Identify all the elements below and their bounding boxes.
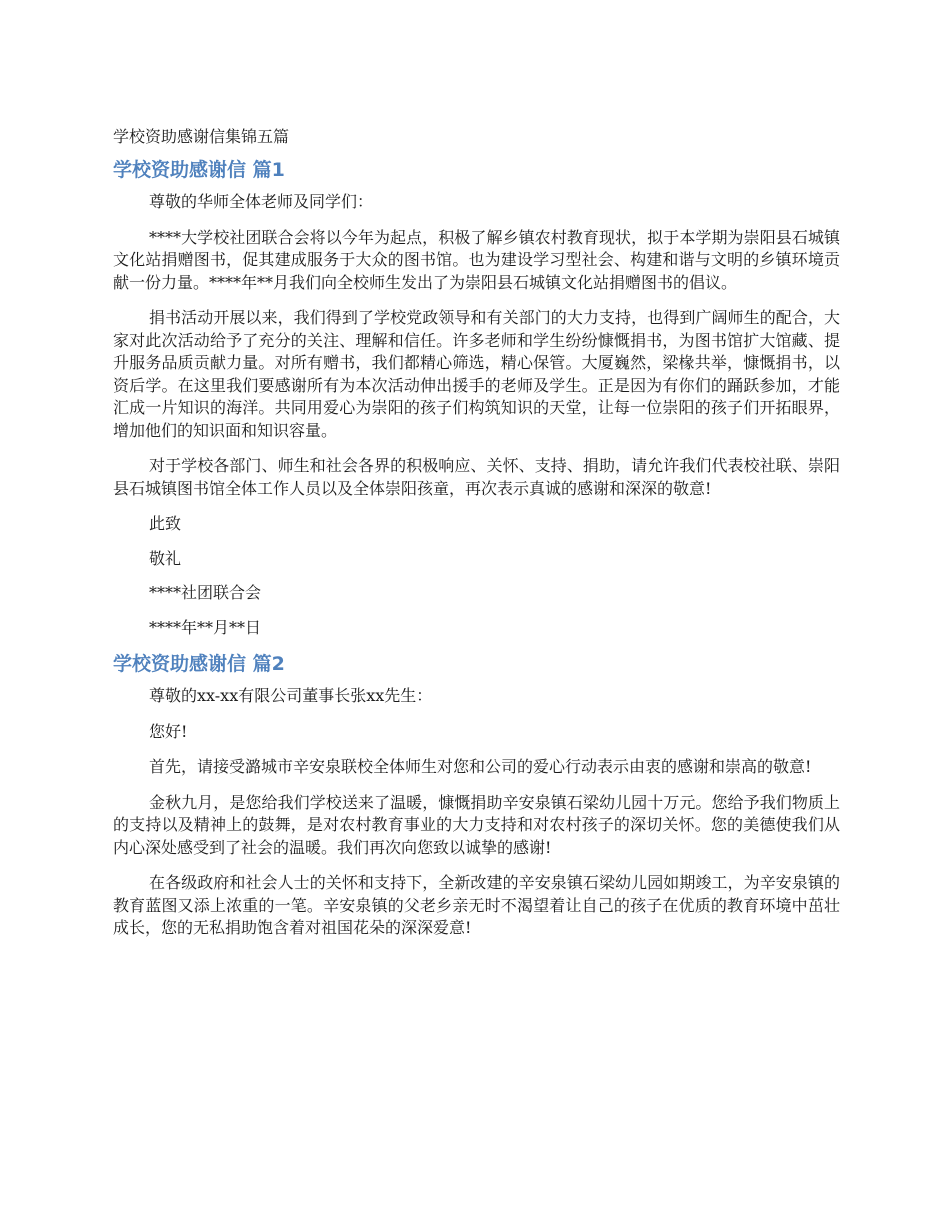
section-1 xyxy=(113,157,840,639)
paragraph: 金秋九月，是您给我们学校送来了温暖，慷慨捐助辛安泉镇石梁幼儿园十万元。您给予我们物质上的支持以及精神上的鼓舞，是对农村教育事业的大力支持和对农村孩子的深切关怀。您的美德使我们从内心深处感受到了社会的温暖。我们再次向您致以诚挚的感谢! xyxy=(113,792,840,857)
signature-line: ****社团联合会 xyxy=(149,583,262,602)
paragraph: 尊敬的华师全体老师及同学们： xyxy=(149,192,374,211)
section-heading: 学校资助感谢信 篇1 xyxy=(113,159,285,181)
paragraph: 对于学校各部门、师生和社会各界的积极响应、关怀、支持、捐助，请允许我们代表校社联、崇阳县石城镇图书馆全体工作人员以及全体崇阳孩童，再次表示真诚的感谢和深深的敬意! xyxy=(113,456,840,498)
closing-line: 此致 xyxy=(149,514,182,533)
section-2 xyxy=(113,651,840,940)
paragraph: 您好! xyxy=(149,721,188,741)
closing-line: 敬礼 xyxy=(149,548,182,568)
document-title: 学校资助感谢信集锦五篇 xyxy=(113,127,290,146)
paragraph: 首先，请接受潞城市辛安泉联校全体师生对您和公司的爱心行动表示由衷的感谢和崇高的敬意! xyxy=(149,757,812,776)
paragraph: 捐书活动开展以来，我们得到了学校党政领导和有关部门的大力支持，也得到广阔师生的配合，大家对此次活动给予了充分的关注、理解和信任。许多老师和学生纷纷慷慨捐书，为图书馆扩大馆藏、提升服务品质贡献力量。对所有赠书，我们都精心筛选，精心保管。大厦巍然，梁椽共举，慷慨捐书，以资后学。在这里我们要感谢所有为本次活动伸出援手的老师及学生。正是因为有你们的踊跃参加，才能汇成一片知识的海洋。共同用爱心为崇阳的孩子们构筑知识的天堂，让每一位崇阳的孩子们开拓眼界，增加他们的知识面和知识容量。 xyxy=(113,308,840,440)
paragraph: 尊敬的xx-xx有限公司董事长张xx先生： xyxy=(149,686,433,705)
section-heading: 学校资助感谢信 篇2 xyxy=(113,653,285,675)
paragraph: ****大学校社团联合会将以今年为起点，积极了解乡镇农村教育现状，拟于本学期为崇阳县石城镇文化站捐赠图书，促其建成服务于大众的图书馆。也为建设学习型社会、构建和谐与文明的乡镇环境贡献一份力量。****年**月我们向全校师生发出了为崇阳县石城镇文化站捐赠图书的倡议。 xyxy=(113,227,840,292)
paragraph: 在各级政府和社会人士的关怀和支持下，全新改建的辛安泉镇石梁幼儿园如期竣工，为辛安泉镇的教育蓝图又添上浓重的一笔。辛安泉镇的父老乡亲无时不渴望着让自己的孩子在优质的教育环境中茁壮成长，您的无私捐助饱含着对祖国花朵的深深爱意! xyxy=(113,873,840,937)
document-page xyxy=(113,112,840,953)
date-line: ****年**月**日 xyxy=(149,617,262,637)
